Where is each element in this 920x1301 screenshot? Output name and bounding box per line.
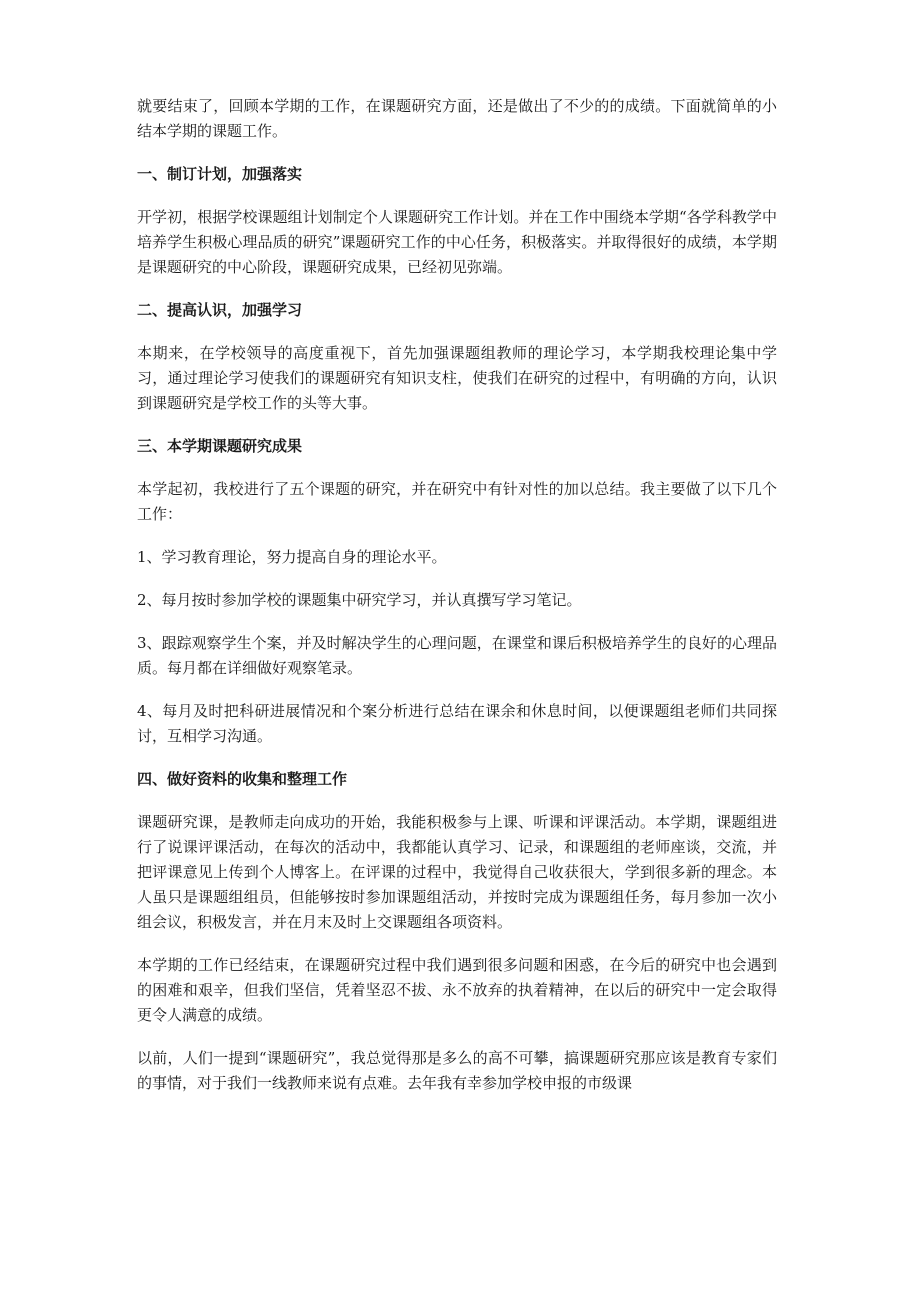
intro-paragraph: 就要结束了，回顾本学期的工作，在课题研究方面，还是做出了不少的的成绩。下面就简单的小结本学期的课题工作。	[137, 97, 777, 140]
section-1-paragraph: 开学初，根据学校课题组计划制定个人课题研究工作计划。并在工作中围绕本学期“各学科教学中培养学生积极心理品质的研究”课题研究工作的中心任务，积极落实。并取得很好的成绩，本学期是课题研究的中心阶段，课题研究成果，已经初见弥端。	[137, 208, 777, 276]
section-heading-1: 一、制订计划，加强落实	[137, 165, 303, 183]
closing-paragraph: 以前，人们一提到“课题研究”，我总觉得那是多么的高不可攀，搞课题研究那应该是教育专家们的事情，对于我们一线教师来说有点难。去年我有幸参加学校申报的市级课	[137, 1049, 777, 1092]
section-heading-3: 三、本学期课题研究成果	[137, 437, 303, 455]
section-4-paragraph: 课题研究课，是教师走向成功的开始，我能积极参与上课、听课和评课活动。本学期，课题组进行了说课评课活动，在每次的活动中，我都能认真学习、记录，和课题组的老师座谈，交流，并把评课意见上传到个人博客上。在评课的过程中，我觉得自己收获很大，学到很多新的理念。本人虽只是课题组组员，但能够按时参加课题组活动，并按时完成为课题组任务，每月参加一次小组会议，积极发言，并在月末及时上交课题组各项资料。	[137, 813, 777, 931]
section-3-paragraph: 本学起初，我校进行了五个课题的研究，并在研究中有针对性的加以总结。我主要做了以下几个工作：	[137, 480, 777, 523]
list-item-4: 4、每月及时把科研进展情况和个案分析进行总结在课余和休息时间，以便课题组老师们共同探讨，互相学习沟通。	[137, 702, 777, 745]
section-heading-2: 二、提高认识，加强学习	[137, 301, 303, 319]
document-page	[137, 94, 777, 1114]
summary-paragraph: 本学期的工作已经结束，在课题研究过程中我们遇到很多问题和困惑，在今后的研究中也会遇到的困难和艰辛，但我们坚信，凭着坚忍不拔、永不放弃的执着精神，在以后的研究中一定会取得更令人满意的成绩。	[137, 956, 777, 1024]
section-2-paragraph: 本期来，在学校领导的高度重视下，首先加强课题组教师的理论学习，本学期我校理论集中学习，通过理论学习使我们的课题研究有知识支柱，使我们在研究的过程中，有明确的方向，认识到课题研究是学校工作的头等大事。	[137, 344, 777, 412]
section-heading-4: 四、做好资料的收集和整理工作	[137, 770, 348, 788]
list-item-3: 3、跟踪观察学生个案，并及时解决学生的心理问题，在课堂和课后积极培养学生的良好的心理品质。每月都在详细做好观察笔录。	[137, 634, 777, 677]
list-item-1: 1、学习教育理论，努力提高自身的理论水平。	[137, 548, 447, 566]
list-item-2: 2、每月按时参加学校的课题集中研究学习，并认真撰写学习笔记。	[137, 591, 582, 609]
